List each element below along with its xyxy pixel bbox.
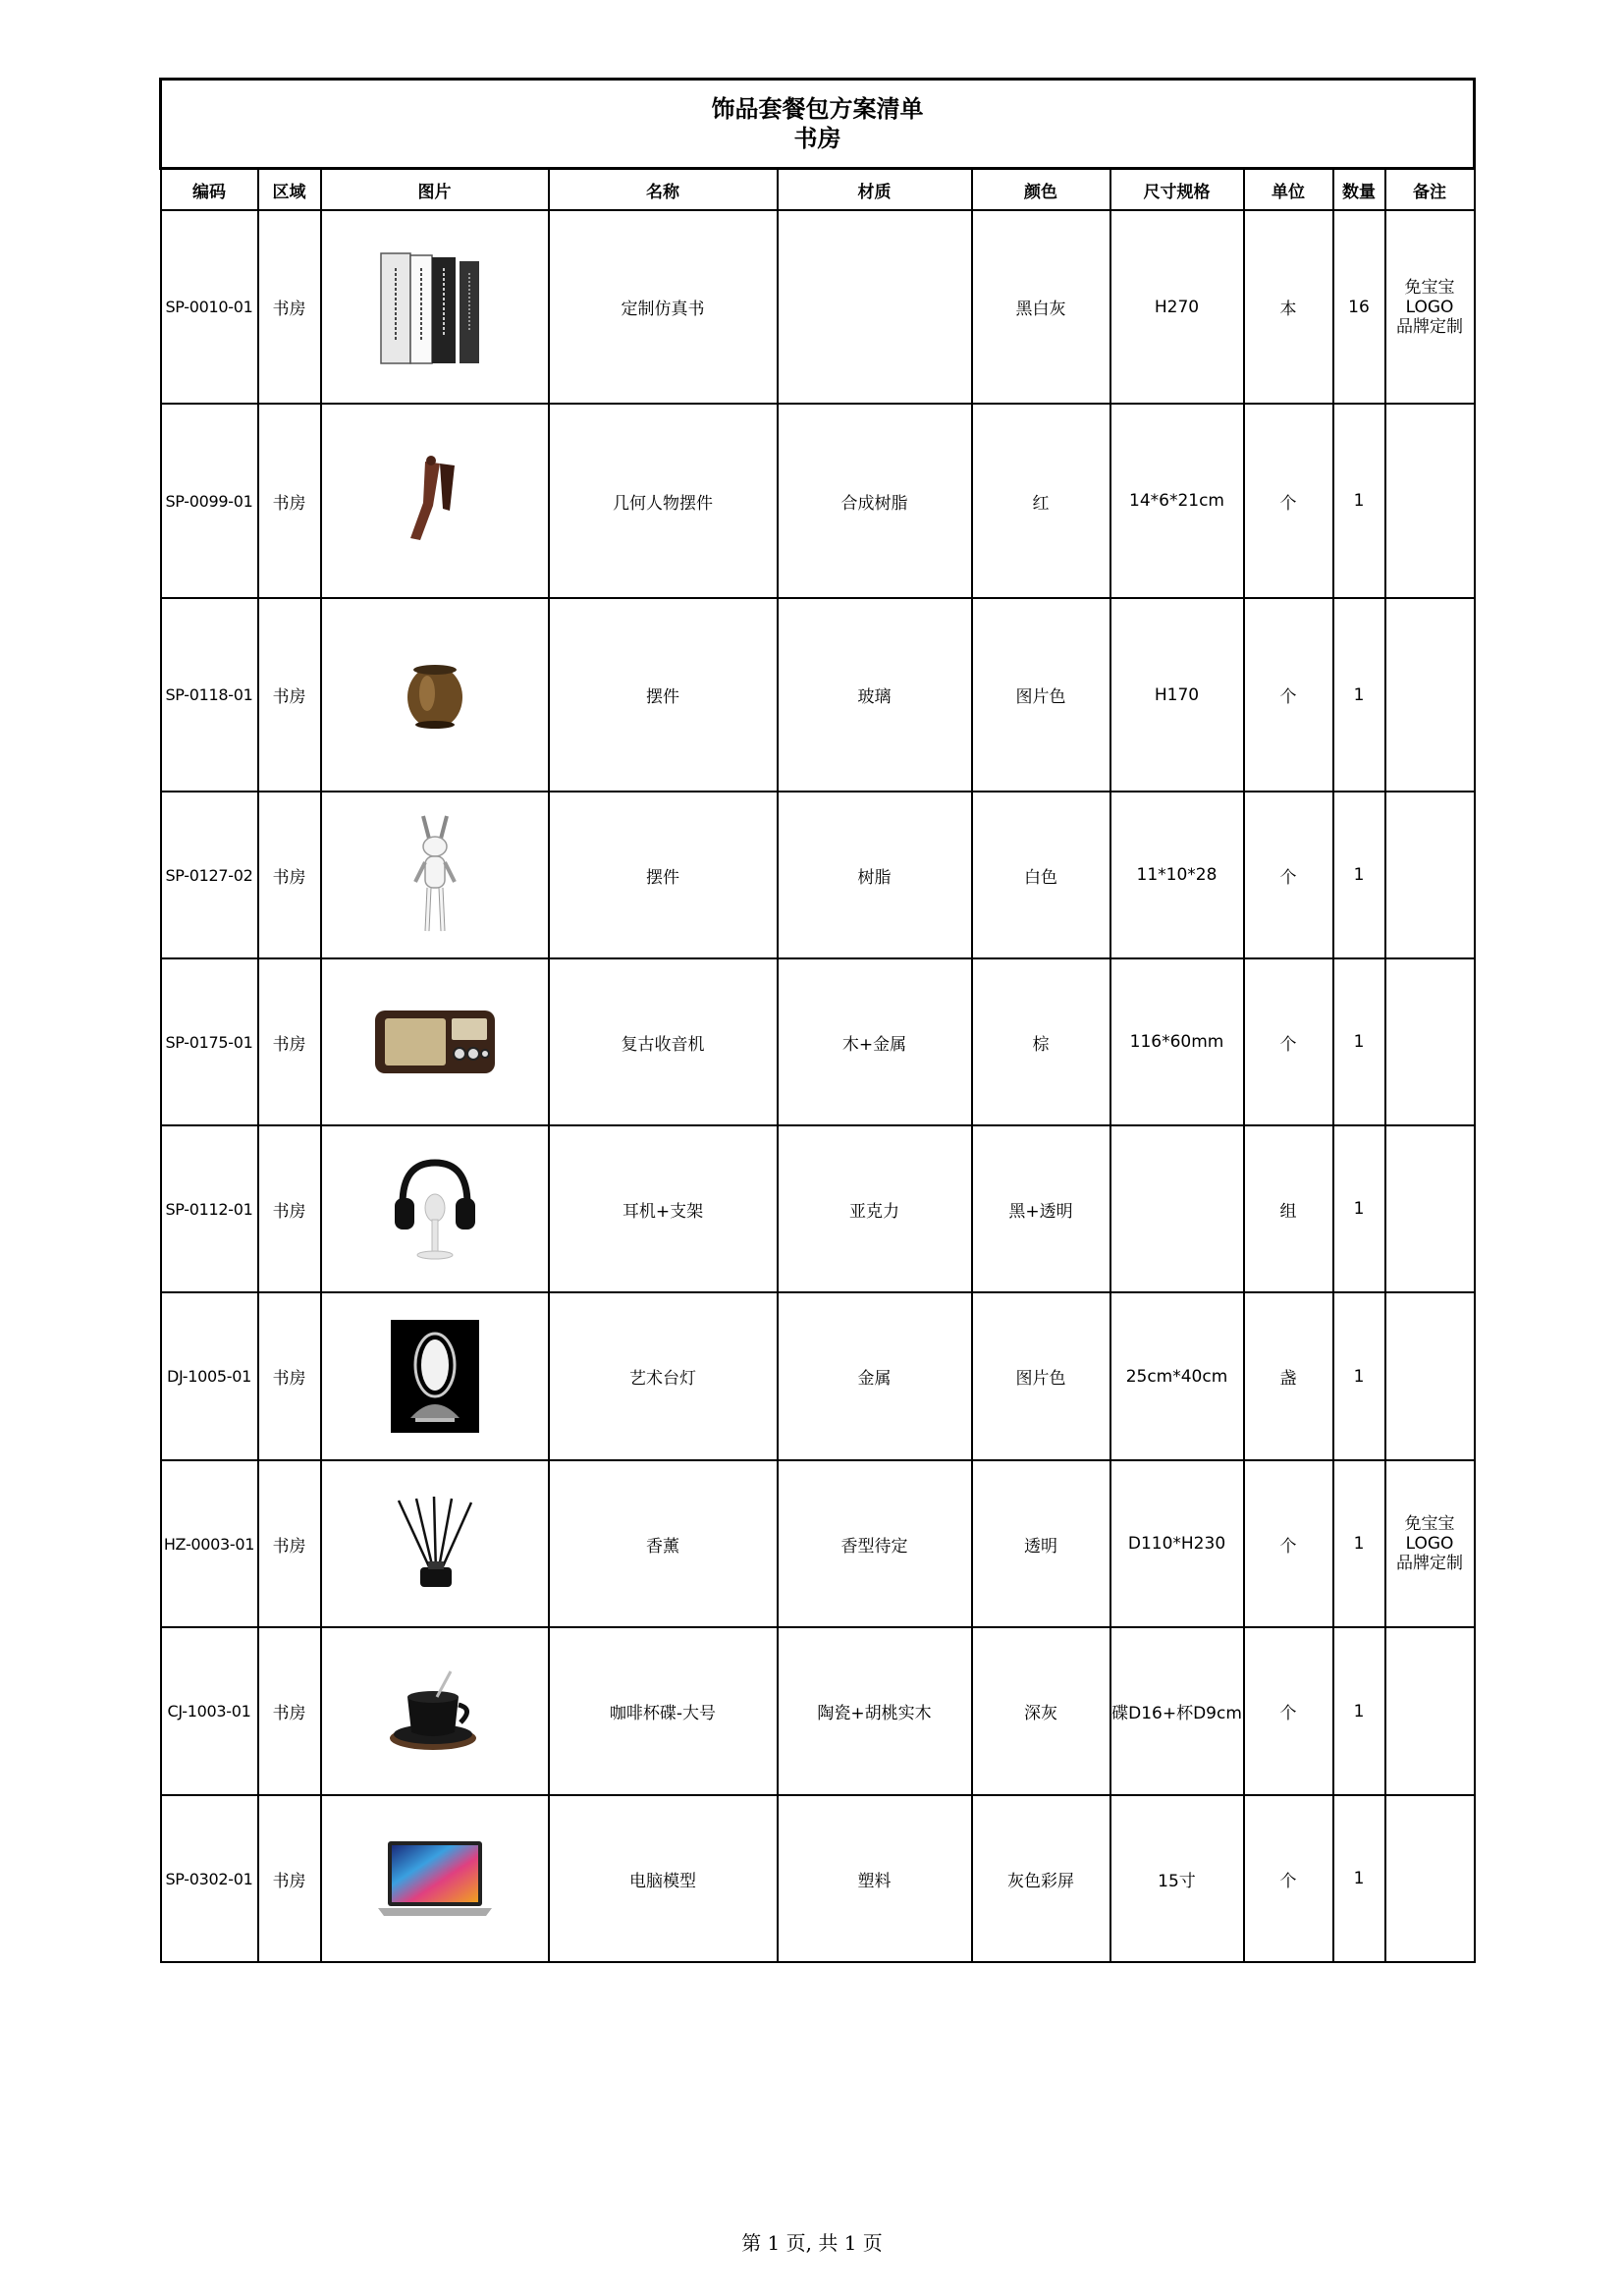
table-row [161, 1125, 1475, 1292]
cell-qty: 1 [1333, 1292, 1385, 1460]
cell-color: 图片色 [972, 598, 1110, 792]
cell-size: 11*10*28 [1110, 792, 1244, 958]
cell-material [778, 210, 972, 404]
cell-size: 25cm*40cm [1110, 1292, 1244, 1460]
cell-name: 几何人物摆件 [549, 404, 778, 598]
cell-size: D110*H230 [1110, 1460, 1244, 1627]
cell-image [321, 404, 549, 598]
cell-size [1110, 1125, 1244, 1292]
cell-color: 黑+透明 [972, 1125, 1110, 1292]
cell-code: SP-0099-01 [161, 404, 258, 598]
cell-qty: 1 [1333, 1627, 1385, 1795]
cell-color: 棕 [972, 958, 1110, 1125]
cell-unit: 盏 [1244, 1292, 1333, 1460]
cell-unit: 个 [1244, 1795, 1333, 1962]
table-row [161, 210, 1475, 404]
radio-icon [371, 1003, 499, 1081]
cell-area: 书房 [258, 958, 321, 1125]
cell-unit: 个 [1244, 598, 1333, 792]
cell-material: 玻璃 [778, 598, 972, 792]
white-figure-icon [406, 811, 464, 939]
cell-unit: 个 [1244, 1460, 1333, 1627]
header-image: 图片 [321, 169, 549, 211]
header-qty: 数量 [1333, 169, 1385, 211]
cell-code: SP-0175-01 [161, 958, 258, 1125]
cell-qty: 1 [1333, 1125, 1385, 1292]
cell-code: SP-0010-01 [161, 210, 258, 404]
cell-qty: 1 [1333, 792, 1385, 958]
header-unit: 单位 [1244, 169, 1333, 211]
cell-note [1385, 958, 1475, 1125]
cell-unit: 本 [1244, 210, 1333, 404]
table-row [161, 404, 1475, 598]
cell-area: 书房 [258, 404, 321, 598]
cell-qty: 1 [1333, 404, 1385, 598]
cell-qty: 1 [1333, 1795, 1385, 1962]
header-name: 名称 [549, 169, 778, 211]
laptop-icon [376, 1837, 494, 1921]
table-row [161, 598, 1475, 792]
headphones-icon [391, 1155, 479, 1263]
cell-color: 深灰 [972, 1627, 1110, 1795]
cell-size: 14*6*21cm [1110, 404, 1244, 598]
cell-name: 耳机+支架 [549, 1125, 778, 1292]
cell-material: 木+金属 [778, 958, 972, 1125]
cell-image [321, 792, 549, 958]
cell-note [1385, 1627, 1475, 1795]
cell-qty: 1 [1333, 958, 1385, 1125]
cell-area: 书房 [258, 1292, 321, 1460]
cell-qty: 1 [1333, 598, 1385, 792]
cell-unit: 个 [1244, 792, 1333, 958]
cell-note [1385, 1795, 1475, 1962]
header-size: 尺寸规格 [1110, 169, 1244, 211]
cell-area: 书房 [258, 1795, 321, 1962]
coffee-cup-icon [386, 1667, 484, 1756]
page-footer: 第 1 页, 共 1 页 [741, 2231, 883, 2255]
cell-material: 金属 [778, 1292, 972, 1460]
cell-qty: 1 [1333, 1460, 1385, 1627]
cell-code: HZ-0003-01 [161, 1460, 258, 1627]
cell-area: 书房 [258, 1627, 321, 1795]
cell-material: 树脂 [778, 792, 972, 958]
cell-image [321, 210, 549, 404]
cell-unit: 个 [1244, 404, 1333, 598]
cell-image [321, 1125, 549, 1292]
cell-color: 红 [972, 404, 1110, 598]
table-row [161, 1460, 1475, 1627]
cell-size: H170 [1110, 598, 1244, 792]
cell-color: 灰色彩屏 [972, 1795, 1110, 1962]
cell-note: 免宝宝 LOGO 品牌定制 [1385, 1460, 1475, 1627]
cell-code: SP-0302-01 [161, 1795, 258, 1962]
page-subtitle: 书房 [793, 125, 841, 152]
glass-vase-icon [396, 656, 474, 735]
cell-color: 黑白灰 [972, 210, 1110, 404]
cell-name: 定制仿真书 [549, 210, 778, 404]
cell-note: 免宝宝 LOGO 品牌定制 [1385, 210, 1475, 404]
figure-sculpture-icon [396, 452, 474, 550]
page-title: 饰品套餐包方案清单 [711, 95, 924, 123]
cell-material: 陶瓷+胡桃实木 [778, 1627, 972, 1795]
cell-note [1385, 792, 1475, 958]
table-row [161, 1795, 1475, 1962]
cell-name: 摆件 [549, 598, 778, 792]
table-row [161, 958, 1475, 1125]
cell-area: 书房 [258, 1460, 321, 1627]
cell-area: 书房 [258, 1125, 321, 1292]
cell-name: 咖啡杯碟-大号 [549, 1627, 778, 1795]
cell-size: 15寸 [1110, 1795, 1244, 1962]
cell-code: DJ-1005-01 [161, 1292, 258, 1460]
cell-unit: 个 [1244, 1627, 1333, 1795]
cell-size: H270 [1110, 210, 1244, 404]
cell-material: 塑料 [778, 1795, 972, 1962]
cell-note [1385, 404, 1475, 598]
header-material: 材质 [778, 169, 972, 211]
cell-note [1385, 598, 1475, 792]
cell-note [1385, 1125, 1475, 1292]
cell-unit: 个 [1244, 958, 1333, 1125]
cell-material: 合成树脂 [778, 404, 972, 598]
cell-size: 116*60mm [1110, 958, 1244, 1125]
header-color: 颜色 [972, 169, 1110, 211]
cell-name: 艺术台灯 [549, 1292, 778, 1460]
cell-size: 碟D16+杯D9cm [1110, 1627, 1244, 1795]
cell-name: 香薰 [549, 1460, 778, 1627]
cell-area: 书房 [258, 210, 321, 404]
cell-material: 亚克力 [778, 1125, 972, 1292]
cell-name: 复古收音机 [549, 958, 778, 1125]
header-code: 编码 [161, 169, 258, 211]
table-row [161, 1627, 1475, 1795]
cell-image [321, 598, 549, 792]
reed-diffuser-icon [391, 1495, 479, 1593]
cell-color: 透明 [972, 1460, 1110, 1627]
cell-name: 摆件 [549, 792, 778, 958]
cell-name: 电脑模型 [549, 1795, 778, 1962]
table-title [161, 80, 1475, 169]
cell-code: SP-0118-01 [161, 598, 258, 792]
cell-unit: 组 [1244, 1125, 1333, 1292]
package-table [159, 78, 1476, 1963]
package-list-sheet [159, 78, 1473, 1963]
cell-material: 香型待定 [778, 1460, 972, 1627]
cell-image [321, 1795, 549, 1962]
cell-code: CJ-1003-01 [161, 1627, 258, 1795]
header-row [161, 169, 1475, 211]
cell-area: 书房 [258, 598, 321, 792]
books-icon [371, 244, 499, 371]
cell-area: 书房 [258, 792, 321, 958]
cell-code: SP-0127-02 [161, 792, 258, 958]
cell-color: 白色 [972, 792, 1110, 958]
cell-image [321, 958, 549, 1125]
table-row [161, 1292, 1475, 1460]
cell-qty: 16 [1333, 210, 1385, 404]
cell-color: 图片色 [972, 1292, 1110, 1460]
header-area: 区域 [258, 169, 321, 211]
table-lamp-icon [391, 1320, 479, 1433]
header-note: 备注 [1385, 169, 1475, 211]
table-row [161, 792, 1475, 958]
cell-image [321, 1627, 549, 1795]
cell-image [321, 1292, 549, 1460]
cell-note [1385, 1292, 1475, 1460]
cell-image [321, 1460, 549, 1627]
cell-code: SP-0112-01 [161, 1125, 258, 1292]
